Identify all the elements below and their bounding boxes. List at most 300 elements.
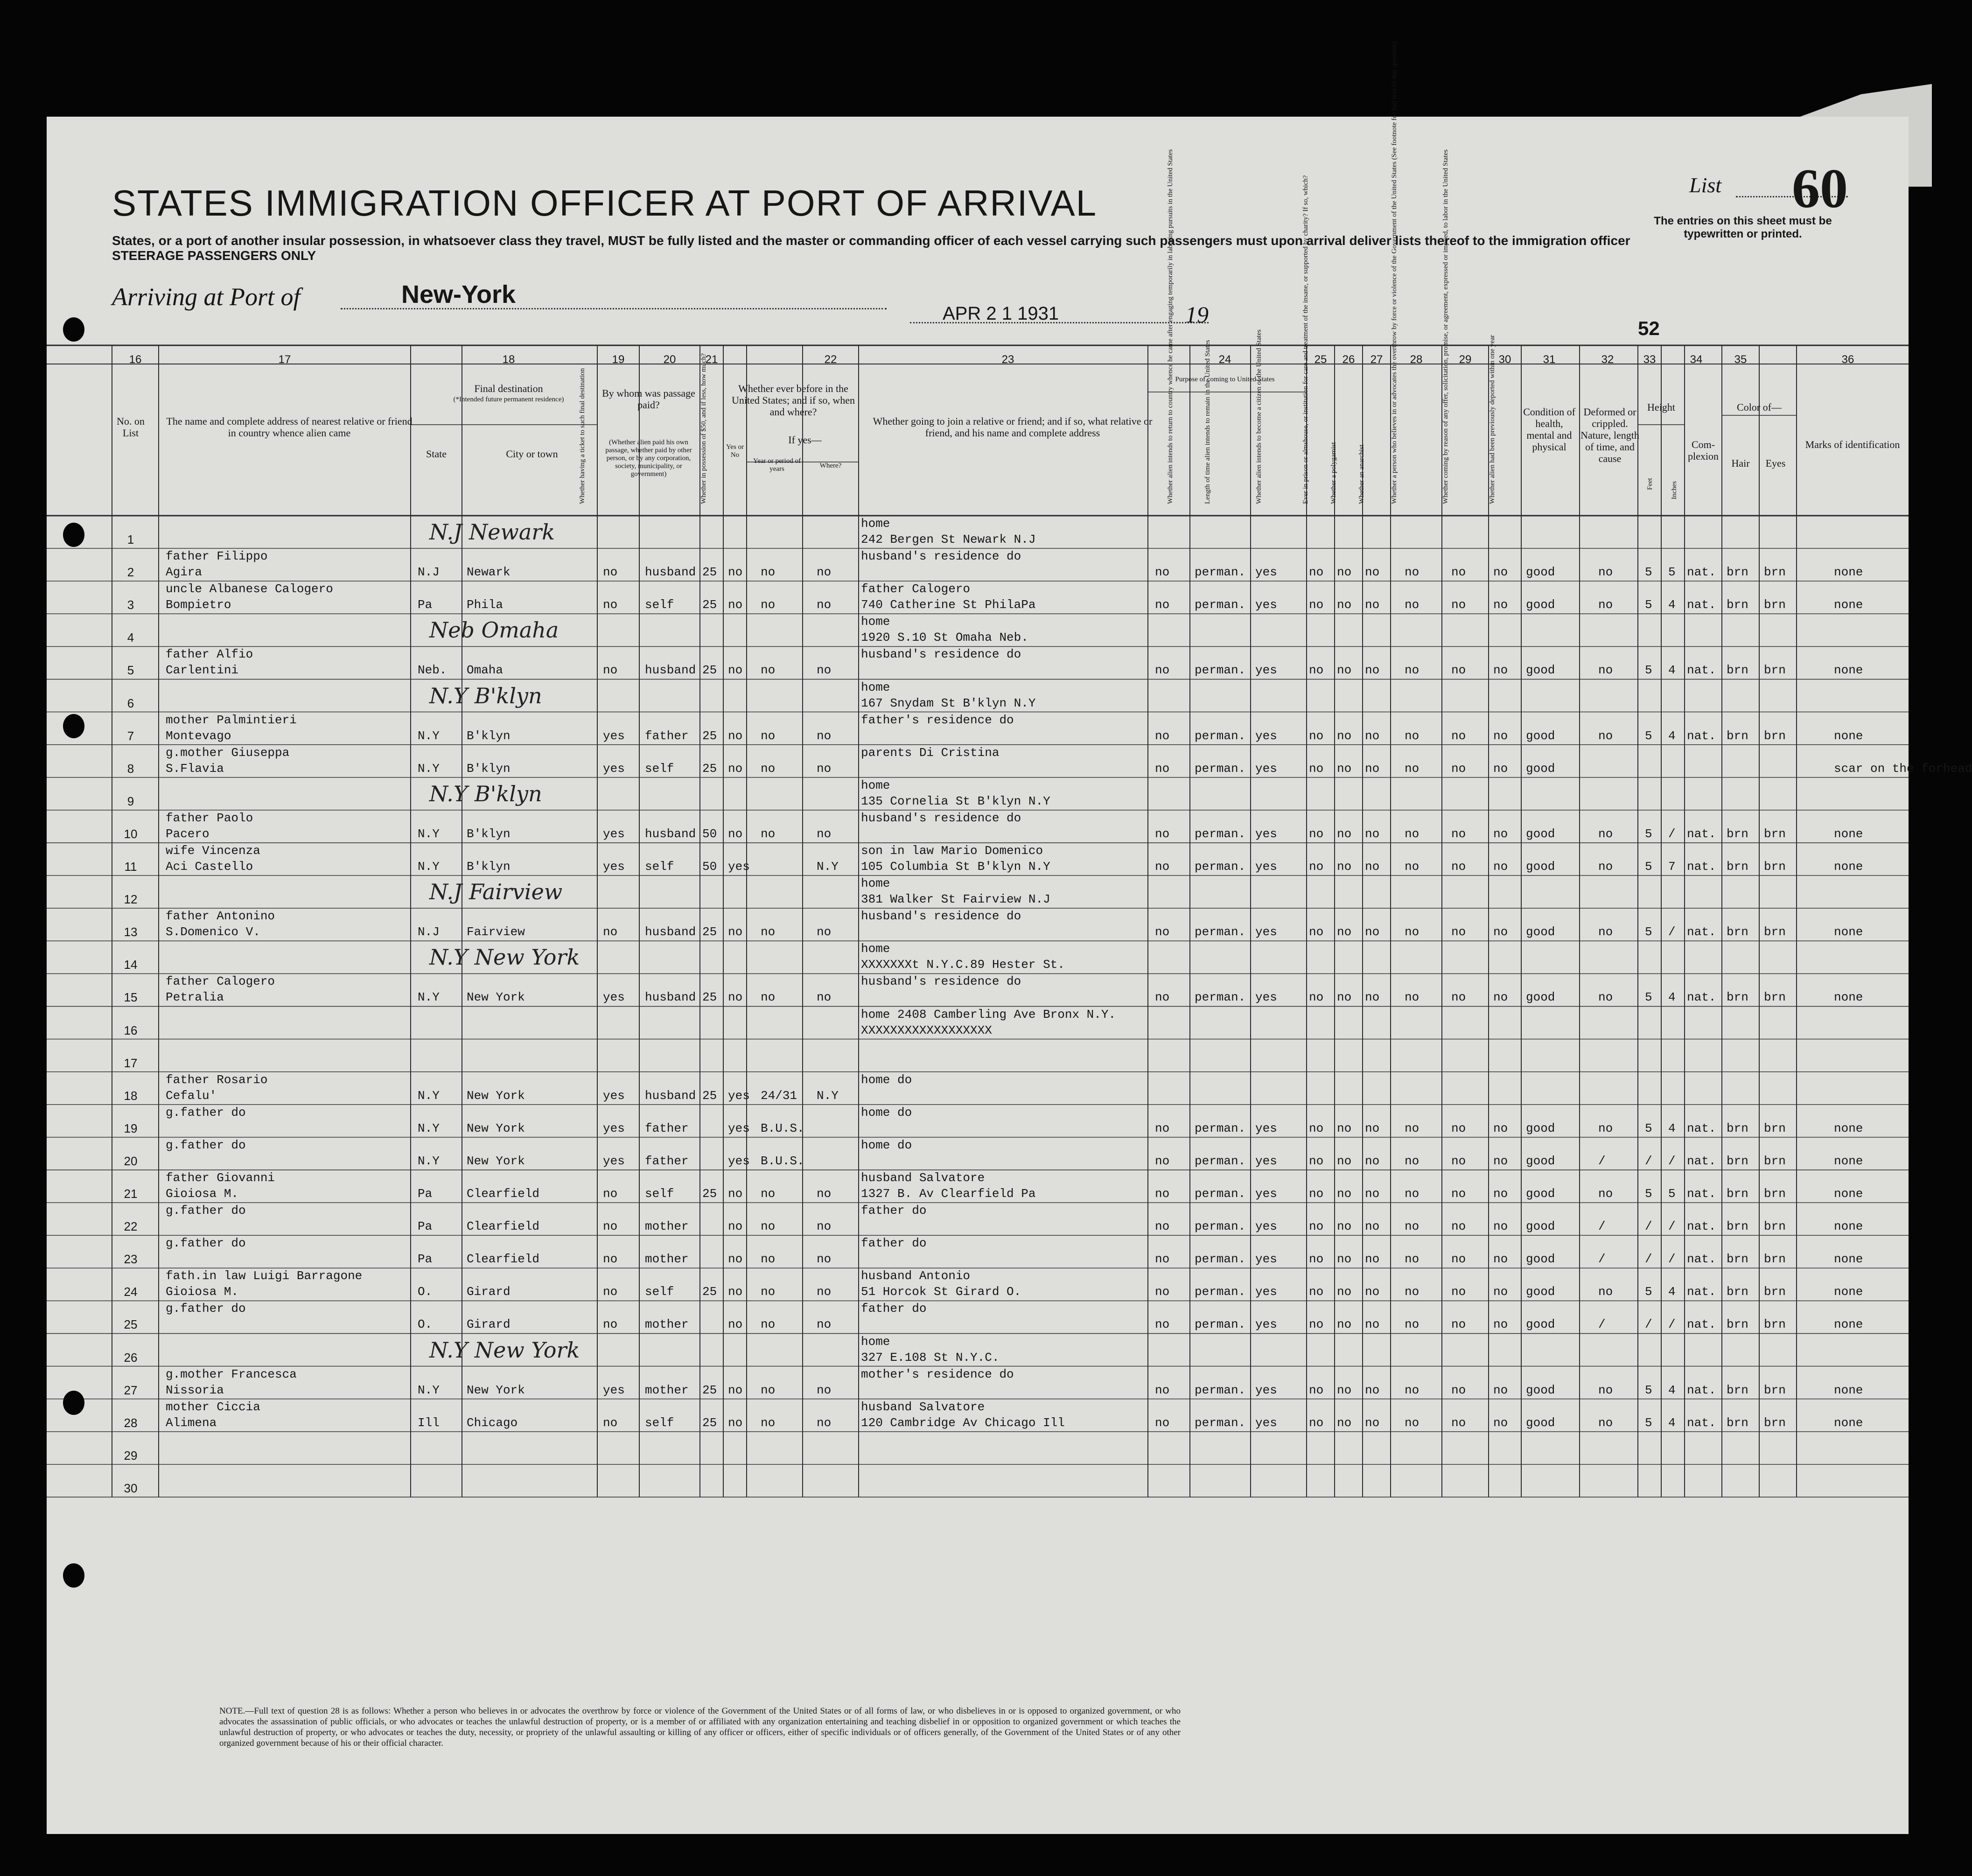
row-paid-by: husband <box>645 1088 696 1103</box>
row-eyes: brn <box>1764 860 1786 874</box>
header-paid-by-note: (Whether alien paid his own passage, whether paid by other person, or by any corporation, society, municipality, or government) <box>605 439 692 478</box>
row-year: no <box>761 1415 776 1430</box>
row-hair: brn <box>1727 860 1748 874</box>
row-relative-name: g.mother Francesca <box>166 1367 297 1381</box>
row-marks: none <box>1834 598 1863 612</box>
row-ticket: yes <box>603 1383 625 1397</box>
row-purpose-return: no <box>1155 761 1170 776</box>
row-where: no <box>817 565 832 580</box>
column-number: 27 <box>1370 353 1383 366</box>
table-row <box>47 941 1909 973</box>
row-paid-by: self <box>645 598 674 612</box>
row-eyes: brn <box>1764 925 1786 939</box>
row-q28: no <box>1405 1121 1420 1135</box>
row-marks: none <box>1834 826 1863 841</box>
row-height-inches: / <box>1668 1219 1676 1234</box>
row-height-feet: 5 <box>1645 1415 1652 1430</box>
row-purpose-return: no <box>1155 925 1170 939</box>
row-q30: no <box>1493 990 1508 1005</box>
header-purpose-c: Whether alien intends to become a citizen of the United States <box>1255 329 1263 504</box>
row-eyes: brn <box>1764 1252 1786 1267</box>
row-complexion: nat. <box>1687 1219 1716 1234</box>
row-height-feet: 5 <box>1645 1383 1652 1397</box>
row-height-inches: / <box>1668 925 1676 939</box>
row-purpose-length: perman. <box>1195 598 1246 612</box>
row-money: 50 <box>702 860 717 874</box>
row-where: no <box>817 1383 832 1397</box>
row-before-us: no <box>728 1415 743 1430</box>
row-year: no <box>761 1252 776 1267</box>
row-relative-town: Aci Castello <box>166 860 253 874</box>
row-before-us: no <box>728 1285 743 1299</box>
row-deformed: / <box>1598 1219 1606 1234</box>
row-q28: no <box>1405 1383 1420 1397</box>
row-where: no <box>817 990 832 1005</box>
row-year: no <box>761 728 776 743</box>
row-eyes: brn <box>1764 728 1786 743</box>
row-joining: father do <box>861 1204 927 1218</box>
row-height-feet: 5 <box>1645 860 1652 874</box>
row-before-us: no <box>728 663 743 678</box>
list-label: List <box>1689 173 1722 197</box>
table-row <box>47 646 1909 679</box>
row-complexion: nat. <box>1687 1285 1716 1299</box>
row-state: N.J <box>418 925 440 939</box>
row-q28: no <box>1405 1187 1420 1201</box>
row-before-us: no <box>728 565 743 580</box>
column-number: 29 <box>1459 353 1472 366</box>
row-purpose-return: no <box>1155 565 1170 580</box>
row-health: good <box>1526 1285 1555 1299</box>
row-q29: no <box>1451 860 1466 874</box>
manifest-sheet <box>47 41 1972 1834</box>
row-where: no <box>817 761 832 776</box>
row-joining: home <box>861 680 890 694</box>
header-purpose-a: Whether alien intends to return to country whence he came after engaging temporarily in laboring pursuits in the United States <box>1167 149 1174 504</box>
row-q30: no <box>1493 925 1508 939</box>
row-prison: no <box>1309 565 1324 580</box>
row-height-inches: / <box>1668 1154 1676 1168</box>
row-complexion: nat. <box>1687 1383 1716 1397</box>
row-health: good <box>1526 925 1555 939</box>
row-hair: brn <box>1727 565 1748 580</box>
row-marks: none <box>1834 1154 1863 1168</box>
row-joining-address: 1327 B. Av Clearfield Pa <box>861 1187 1036 1201</box>
row-purpose-length: perman. <box>1195 1252 1246 1267</box>
row-joining: mother's residence do <box>861 1367 1014 1381</box>
row-deformed: no <box>1598 728 1613 743</box>
header-q28: Whether a person who believes in or advocates the overthrow by force or violence of the Government of the United States (See footnote for full text of this question) <box>1391 41 1398 504</box>
row-prison: no <box>1309 826 1324 841</box>
row-purpose-length: perman. <box>1195 1383 1246 1397</box>
row-where: no <box>817 1317 832 1332</box>
row-relative-name: g.father do <box>166 1105 246 1120</box>
row-state: N.J <box>418 565 440 580</box>
row-prison: no <box>1309 1317 1324 1332</box>
row-number: 10 <box>124 826 138 841</box>
row-city: B'klyn <box>467 860 510 874</box>
row-health: good <box>1526 1187 1555 1201</box>
row-joining: parents Di Cristina <box>861 745 1000 760</box>
row-paid-by: husband <box>645 565 696 580</box>
row-ticket: no <box>603 1252 618 1267</box>
row-state: N.Y <box>418 990 440 1005</box>
row-ticket: no <box>603 1415 618 1430</box>
row-relative-town: Carlentini <box>166 663 239 678</box>
row-q29: no <box>1451 990 1466 1005</box>
row-number: 6 <box>127 696 134 710</box>
row-deformed: no <box>1598 565 1613 580</box>
row-height-inches: 4 <box>1668 598 1676 612</box>
column-number: 17 <box>278 353 291 366</box>
row-purpose-return: no <box>1155 1285 1170 1299</box>
row-number: 2 <box>127 565 134 580</box>
row-year: no <box>761 925 776 939</box>
row-year: no <box>761 990 776 1005</box>
column-number: 31 <box>1543 353 1556 366</box>
row-hair: brn <box>1727 1252 1748 1267</box>
row-city: New York <box>467 990 525 1005</box>
row-prison: no <box>1309 1285 1324 1299</box>
row-money: 25 <box>702 761 717 776</box>
table-row <box>47 1105 1909 1137</box>
row-joining: home 2408 Camberling Ave Bronx N.Y. <box>861 1007 1116 1022</box>
handwritten-destination: Neb Omaha <box>429 617 559 643</box>
header-color: Color of— <box>1737 401 1782 413</box>
row-relative-name: mother Palmintieri <box>166 713 297 727</box>
column-number: 36 <box>1841 353 1854 366</box>
row-complexion: nat. <box>1687 860 1716 874</box>
row-prison: no <box>1309 1383 1324 1397</box>
column-number: 24 <box>1218 353 1231 366</box>
row-number: 12 <box>124 892 138 907</box>
column-number: 21 <box>705 353 718 366</box>
row-relative-name: fath.in law Luigi Barragone <box>166 1269 363 1283</box>
handwritten-destination: N.Y B'klyn <box>429 781 542 806</box>
header-paid-by: By whom was passage paid? <box>602 387 695 411</box>
row-health: good <box>1526 1317 1555 1332</box>
row-paid-by: mother <box>645 1219 689 1234</box>
row-purpose-return: no <box>1155 598 1170 612</box>
table-row <box>47 973 1909 1006</box>
row-deformed: no <box>1598 826 1613 841</box>
row-before-us: no <box>728 1219 743 1234</box>
row-complexion: nat. <box>1687 1187 1716 1201</box>
row-number: 26 <box>124 1350 138 1365</box>
row-anarchist: no <box>1365 1415 1380 1430</box>
row-eyes: brn <box>1764 1285 1786 1299</box>
row-q28: no <box>1405 1285 1420 1299</box>
row-joining: home <box>861 942 890 956</box>
row-prison: no <box>1309 1219 1324 1234</box>
row-marks: none <box>1834 728 1863 743</box>
row-hair: brn <box>1727 1121 1748 1135</box>
row-purpose-return: no <box>1155 1383 1170 1397</box>
row-purpose-return: no <box>1155 1415 1170 1430</box>
row-q30: no <box>1493 1383 1508 1397</box>
row-q29: no <box>1451 826 1466 841</box>
table-row <box>47 745 1972 777</box>
row-paid-by: husband <box>645 990 696 1005</box>
table-row <box>47 1334 1909 1366</box>
row-ticket: yes <box>603 1154 625 1168</box>
row-health: good <box>1526 728 1555 743</box>
row-polygamist: no <box>1337 565 1352 580</box>
table-row <box>47 1203 1909 1235</box>
row-ticket: no <box>603 663 618 678</box>
row-q28: no <box>1405 761 1420 776</box>
row-health: good <box>1526 860 1555 874</box>
row-purpose-return: no <box>1155 728 1170 743</box>
row-paid-by: self <box>645 860 674 874</box>
row-relative-name: g.mother Giuseppa <box>166 745 290 760</box>
row-relative-town: Pacero <box>166 826 210 841</box>
row-joining: home <box>861 517 890 531</box>
row-q30: no <box>1493 1252 1508 1267</box>
row-number: 15 <box>124 990 138 1005</box>
row-health: good <box>1526 565 1555 580</box>
row-purpose-length: perman. <box>1195 1154 1246 1168</box>
row-relative-town: Nissoria <box>166 1383 224 1397</box>
row-q29: no <box>1451 1415 1466 1430</box>
row-relative-town: S.Domenico V. <box>166 925 260 939</box>
row-purpose-length: perman. <box>1195 663 1246 678</box>
row-purpose-citizen: yes <box>1255 565 1277 580</box>
row-eyes: brn <box>1764 1317 1786 1332</box>
row-polygamist: no <box>1337 1154 1352 1168</box>
row-state: N.Y <box>418 728 440 743</box>
row-polygamist: no <box>1337 1285 1352 1299</box>
row-money: 25 <box>702 728 717 743</box>
row-paid-by: mother <box>645 1383 689 1397</box>
header-final-destination: Final destination <box>474 383 543 394</box>
row-joining-address: 740 Catherine St PhilaPa <box>861 598 1036 612</box>
row-health: good <box>1526 1154 1555 1168</box>
row-height-feet: 5 <box>1645 826 1652 841</box>
table-row <box>47 614 1909 646</box>
row-joining: husband's residence do <box>861 811 1021 825</box>
header-marks: Marks of identification <box>1805 439 1900 450</box>
row-height-feet: 5 <box>1645 1285 1652 1299</box>
row-joining-address: 135 Cornelia St B'klyn N.Y <box>861 794 1050 808</box>
row-state: O. <box>418 1317 433 1332</box>
row-where: no <box>817 1219 832 1234</box>
row-paid-by: self <box>645 1415 674 1430</box>
row-number: 17 <box>124 1056 138 1070</box>
row-prison: no <box>1309 598 1324 612</box>
row-prison: no <box>1309 1187 1324 1201</box>
row-number: 3 <box>127 598 134 612</box>
row-year: no <box>761 598 776 612</box>
header-before-us: Whether ever before in the United States; and if so, when and where? <box>732 383 855 418</box>
row-joining-address: 242 Bergen St Newark N.J <box>861 532 1036 546</box>
row-number: 28 <box>124 1415 138 1430</box>
row-joining: home <box>861 1334 890 1349</box>
header-q29: Whether coming by reason of any offer, solicitation, promise, or agreement, expressed or implied, to labor in the United States <box>1442 149 1449 504</box>
row-purpose-return: no <box>1155 1187 1170 1201</box>
row-anarchist: no <box>1365 826 1380 841</box>
row-purpose-citizen: yes <box>1255 1187 1277 1201</box>
row-q28: no <box>1405 1252 1420 1267</box>
row-relative-town: Alimena <box>166 1415 217 1430</box>
row-relative-name: g.father do <box>166 1138 246 1152</box>
header-feet: Feet <box>1646 478 1654 490</box>
row-relative-name: father Filippo <box>166 549 268 564</box>
row-state: Pa <box>418 598 433 612</box>
row-deformed: no <box>1598 1187 1613 1201</box>
row-polygamist: no <box>1337 860 1352 874</box>
header-polygamist: Whether a polygamist <box>1330 442 1337 504</box>
row-q29: no <box>1451 663 1466 678</box>
header-final-destination-note: (*Intended future permanent residence) <box>453 396 564 403</box>
arriving-label: Arriving at Port of <box>112 283 301 311</box>
row-paid-by: father <box>645 1154 689 1168</box>
row-joining: son in law Mario Domenico <box>861 844 1043 858</box>
row-purpose-length: perman. <box>1195 1285 1246 1299</box>
header-yes-no: Yes or No <box>726 443 744 459</box>
row-q29: no <box>1451 1121 1466 1135</box>
row-q28: no <box>1405 1317 1420 1332</box>
row-complexion: nat. <box>1687 1252 1716 1267</box>
column-number: 33 <box>1643 353 1656 366</box>
row-joining: husband's residence do <box>861 549 1021 564</box>
column-number: 23 <box>1001 353 1014 366</box>
row-joining: home do <box>861 1138 912 1152</box>
row-q29: no <box>1451 565 1466 580</box>
row-state: N.Y <box>418 1088 440 1103</box>
row-purpose-length: perman. <box>1195 1121 1246 1135</box>
row-joining: home do <box>861 1072 912 1087</box>
row-height-inches: / <box>1668 826 1676 841</box>
row-number: 11 <box>124 860 137 874</box>
row-anarchist: no <box>1365 1317 1380 1332</box>
row-health: good <box>1526 1219 1555 1234</box>
row-purpose-length: perman. <box>1195 1219 1246 1234</box>
row-polygamist: no <box>1337 1121 1352 1135</box>
row-q29: no <box>1451 1383 1466 1397</box>
row-number: 5 <box>127 663 134 678</box>
row-hair: brn <box>1727 598 1748 612</box>
row-hair: brn <box>1727 1415 1748 1430</box>
row-city: Chicago <box>467 1415 518 1430</box>
row-purpose-citizen: yes <box>1255 990 1277 1005</box>
row-height-inches: / <box>1668 1252 1676 1267</box>
row-city: New York <box>467 1088 525 1103</box>
row-polygamist: no <box>1337 990 1352 1005</box>
row-joining: home <box>861 778 890 792</box>
row-number: 19 <box>124 1121 138 1135</box>
row-deformed: no <box>1598 925 1613 939</box>
column-number: 35 <box>1734 353 1747 366</box>
header-year-period: Year or period of years <box>753 457 801 473</box>
row-height-feet: 5 <box>1645 1121 1652 1135</box>
row-hair: brn <box>1727 1317 1748 1332</box>
row-city: Clearfield <box>467 1252 540 1267</box>
header-purpose-b: Length of time alien intends to remain in the United States <box>1204 340 1211 504</box>
row-q29: no <box>1451 598 1466 612</box>
row-complexion: nat. <box>1687 826 1716 841</box>
instruction-line: States, or a port of another insular possession, in whatsoever class they travel, MUST be fully listed and the master or commanding officer of each vessel carrying such passengers must upon arrival deliver lists thereof to the immigration officer <box>112 233 1630 248</box>
row-height-feet: 5 <box>1645 1187 1652 1201</box>
row-number: 1 <box>127 532 134 546</box>
row-polygamist: no <box>1337 663 1352 678</box>
row-height-feet: / <box>1645 1317 1652 1332</box>
binder-hole <box>63 523 84 547</box>
row-before-us: no <box>728 1252 743 1267</box>
row-hair: brn <box>1727 1219 1748 1234</box>
row-relative-town: Cefalu' <box>166 1088 217 1103</box>
row-hair: brn <box>1727 1154 1748 1168</box>
row-ticket: yes <box>603 1088 625 1103</box>
row-anarchist: no <box>1365 990 1380 1005</box>
row-ticket: yes <box>603 826 625 841</box>
row-joining: husband Salvatore <box>861 1171 985 1185</box>
row-anarchist: no <box>1365 1154 1380 1168</box>
row-purpose-length: perman. <box>1195 728 1246 743</box>
binder-hole <box>63 317 84 342</box>
row-purpose-citizen: yes <box>1255 1285 1277 1299</box>
column-number: 20 <box>663 353 676 366</box>
row-anarchist: no <box>1365 761 1380 776</box>
row-q29: no <box>1451 1252 1466 1267</box>
row-complexion: nat. <box>1687 728 1716 743</box>
row-complexion: nat. <box>1687 1317 1716 1332</box>
row-purpose-citizen: yes <box>1255 1317 1277 1332</box>
row-height-inches: 4 <box>1668 1383 1676 1397</box>
row-paid-by: husband <box>645 663 696 678</box>
column-number: 22 <box>824 353 837 366</box>
row-money: 25 <box>702 925 717 939</box>
row-year: no <box>761 826 776 841</box>
table-row <box>47 810 1909 843</box>
row-marks: none <box>1834 860 1863 874</box>
row-complexion: nat. <box>1687 990 1716 1005</box>
row-ticket: no <box>603 1317 618 1332</box>
row-city: Omaha <box>467 663 503 678</box>
row-money: 25 <box>702 1415 717 1430</box>
row-purpose-length: perman. <box>1195 565 1246 580</box>
row-paid-by: mother <box>645 1252 689 1267</box>
row-ticket: no <box>603 565 618 580</box>
row-marks: none <box>1834 1317 1863 1332</box>
row-height-inches: 4 <box>1668 728 1676 743</box>
row-relative-town: Petralia <box>166 990 224 1005</box>
row-complexion: nat. <box>1687 663 1716 678</box>
row-state: N.Y <box>418 860 440 874</box>
row-number: 22 <box>124 1219 138 1234</box>
row-q29: no <box>1451 1285 1466 1299</box>
row-q30: no <box>1493 1121 1508 1135</box>
row-relative-name: father Calogero <box>166 974 275 989</box>
row-eyes: brn <box>1764 1187 1786 1201</box>
row-hair: brn <box>1727 990 1748 1005</box>
handwritten-destination: N.J Newark <box>429 519 555 545</box>
row-complexion: nat. <box>1687 1415 1716 1430</box>
row-anarchist: no <box>1365 925 1380 939</box>
row-joining: father do <box>861 1302 927 1316</box>
row-money: 25 <box>702 1383 717 1397</box>
row-health: good <box>1526 761 1555 776</box>
header-joining: Whether going to join a relative or friend; and if so, what relative or friend, and his name and complete address <box>873 415 1153 439</box>
row-purpose-length: perman. <box>1195 1187 1246 1201</box>
row-q28: no <box>1405 598 1420 612</box>
row-marks: none <box>1834 1121 1863 1135</box>
row-joining-address: 51 Horcok St Girard O. <box>861 1285 1021 1299</box>
row-paid-by: father <box>645 1121 689 1135</box>
row-height-feet: 5 <box>1645 598 1652 612</box>
row-city: Girard <box>467 1317 510 1332</box>
binder-hole <box>63 1391 84 1415</box>
